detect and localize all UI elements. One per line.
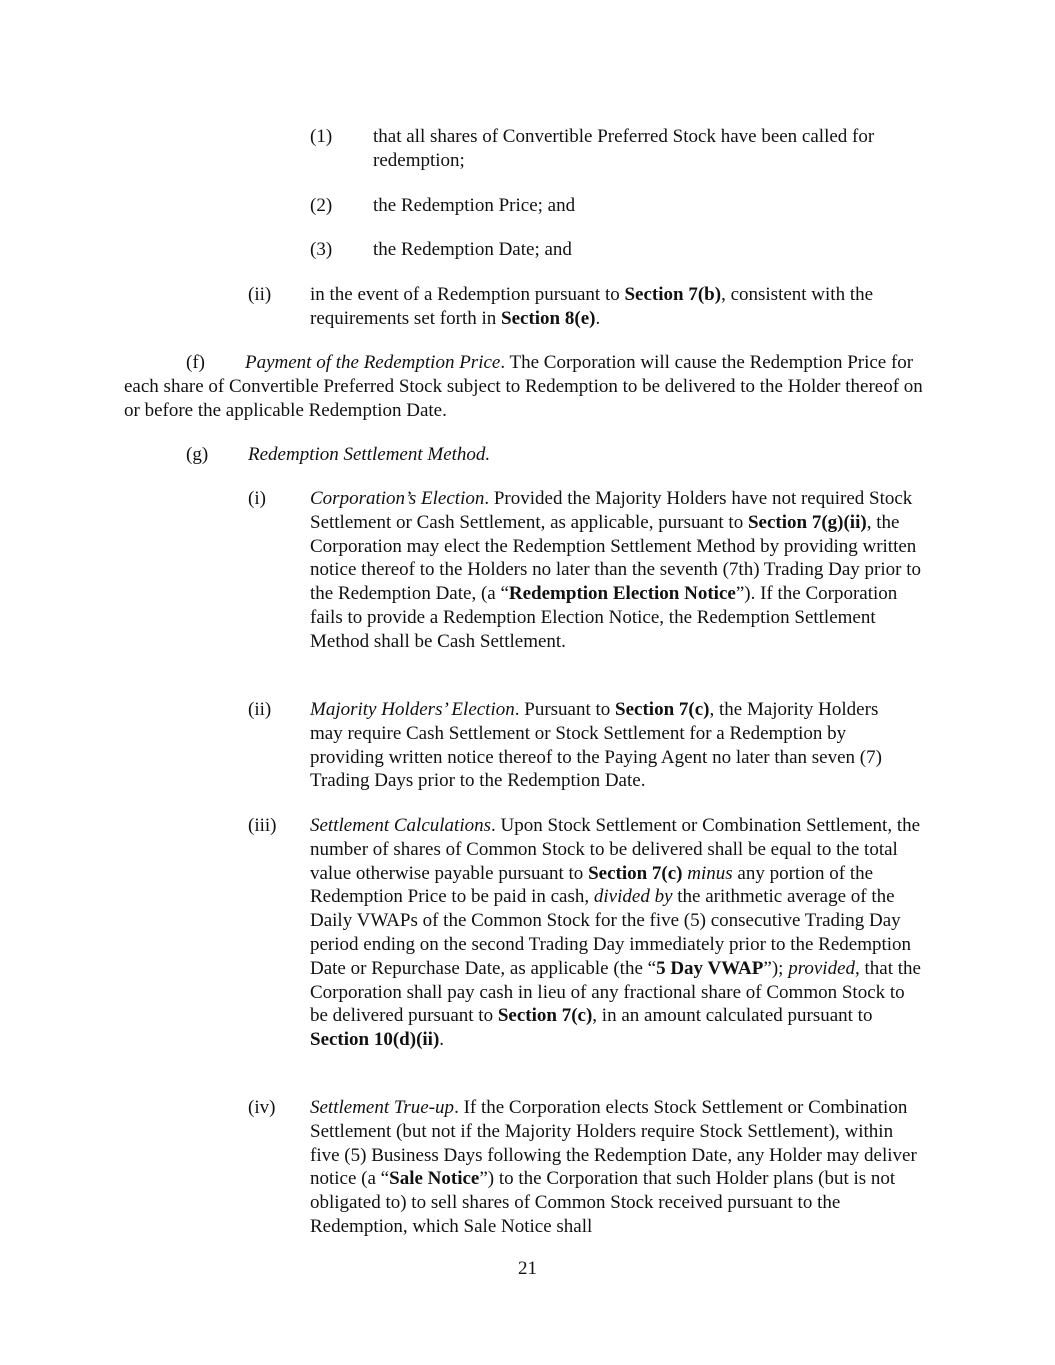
paragraph-f-text: . The Corporation will cause the Redemption Price for each share of Convertible Preferred Stock subject to Redemption to be delivered to the Holder thereof on or before the applicable Redemption Date. xyxy=(124,352,923,421)
clause-g-ii-text: Majority Holders’ Election. Pursuant to Section 7(c), the Majority Holders may require Cash Settlement or Stock Settlement for a Redemption by providing written notice thereof to the Paying Agent no later than seven (7) Trading Days prior to the Redemption Date. xyxy=(310,699,882,792)
item-2-text: the Redemption Price; and xyxy=(373,195,576,216)
defined-term: 5 Day VWAP xyxy=(656,957,764,979)
section-ref: Section 7(c) xyxy=(497,1005,593,1027)
item-3-text: the Redemption Date; and xyxy=(373,239,572,260)
item-1-label: (1) xyxy=(310,126,333,147)
item-3-label: (3) xyxy=(310,239,333,260)
clause-g-iv-text: Settlement True-up. If the Corporation elects Stock Settlement or Combination Settlement (but not if the Majority Holders require Stock Settlement), within five (5) Business Days following the Redemption Date, any Holder may deliver notice (a “Sale Notice”) to the Corporation that such Holder plans (but is not obligated to) to sell shares of Common Stock received pursuant to the Redemption, which Sale Notice shall xyxy=(310,1097,917,1237)
clause-g-iv-label: (iv) xyxy=(248,1097,276,1118)
clause-ii-text: in the event of a Redemption pursuant to Section 7(b), consistent with the requirements set forth in Section 8(e). xyxy=(310,284,874,329)
paragraph-f-heading: Payment of the Redemption Price xyxy=(244,352,501,373)
clause-heading: Settlement True-up xyxy=(310,1097,455,1118)
clause-g-iii-label: (iii) xyxy=(248,815,277,836)
section-ref: Section 10(d)(ii) xyxy=(310,1029,440,1051)
paragraph-f-label: (f) xyxy=(186,352,205,373)
item-1-text: that all shares of Convertible Preferred Stock have been called for redemption; xyxy=(373,126,875,171)
clause-heading: Majority Holders’ Election xyxy=(310,699,515,720)
section-ref: Section 7(g)(ii) xyxy=(747,511,867,533)
clause-heading: Settlement Calculations xyxy=(310,815,492,836)
page-number: 21 xyxy=(518,1258,537,1279)
section-ref: Section 7(c) xyxy=(615,699,710,720)
paragraph-f xyxy=(124,351,929,422)
section-ref: Section 7(c) xyxy=(588,862,683,884)
section-ref: Section 7(b) xyxy=(624,284,722,305)
paragraph-g-label: (g) xyxy=(186,444,209,465)
clause-g-i-label: (i) xyxy=(248,488,266,509)
item-2-label: (2) xyxy=(310,195,333,216)
clause-ii-label: (ii) xyxy=(248,284,272,305)
paragraph-g-heading: Redemption Settlement Method. xyxy=(248,444,491,465)
section-ref: Section 8(e) xyxy=(501,307,596,329)
clause-g-i-text: Corporation’s Election. Provided the Majority Holders have not required Stock Settlement or Cash Settlement, as applicable, pursuant to Section 7(g)(ii), the Corporation may elect the Redemption Settlement Method by providing written notice thereof to the Holders no later than the seventh (7th) Trading Day prior to the Redemption Date, (a “Redemption Election Notice”). If the Corporation fails to provide a Redemption Election Notice, the Redemption Settlement Method shall be Cash Settlement. xyxy=(310,488,922,652)
clause-g-ii-label: (ii) xyxy=(248,699,272,720)
clause-heading: Corporation’s Election xyxy=(310,488,485,509)
defined-term: Sale Notice xyxy=(389,1168,480,1190)
clause-g-iii-text: Settlement Calculations. Upon Stock Settlement or Combination Settlement, the number of shares of Common Stock to be delivered shall be equal to the total value otherwise payable pursuant to Section 7(c) minus any portion of the Redemption Price to be paid in cash, divided by the arithmetic average of the Daily VWAPs of the Common Stock for the five (5) consecutive Trading Day period ending on the second Trading Day immediately prior to the Redemption Date or Repurchase Date, as applicable (the “5 Day VWAP”); provided, that the Corporation shall pay cash in lieu of any fractional share of Common Stock to be delivered pursuant to Section 7(c), in an amount calculated pursuant to Section 10(d)(ii). xyxy=(310,815,921,1051)
defined-term: Redemption Election Notice xyxy=(508,583,736,605)
